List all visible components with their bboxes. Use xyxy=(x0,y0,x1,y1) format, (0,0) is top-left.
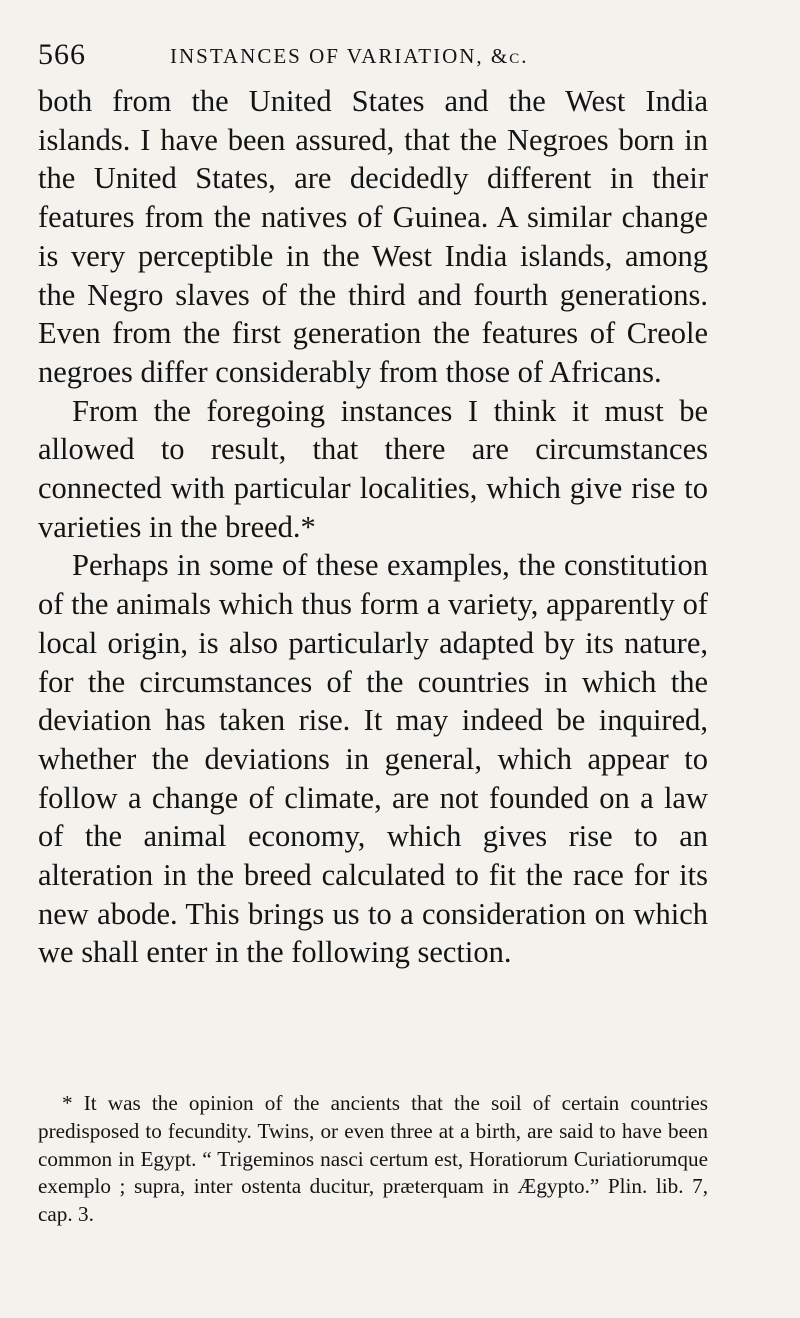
paragraph: both from the United States and the West India islands. I have been assured, that the Negroes born in the United States, are decidedly different in their features from the natives of Guinea. A similar change is very perceptible in the West India islands, among the Negro slaves of the third and fourth generations. Even from the first generation the features of Creole negroes differ considerably from those of Africans. xyxy=(38,84,708,389)
body-text xyxy=(38,82,708,972)
page-header xyxy=(38,30,768,78)
footnote-text: * It was the opinion of the ancients that the soil of certain countries predisposed to fecundity. Twins, or even three at a birth, are said to have been common in Egypt. “ Trigeminos nasci certum est, Horatiorum Curiatiorumque exemplo ; supra, inter ostenta ducitur, præterquam in Ægypto.” Plin. lib. 7, cap. 3. xyxy=(38,1091,708,1227)
running-title: INSTANCES OF VARIATION, &c. xyxy=(170,44,529,68)
paragraph: Perhaps in some of these examples, the constitution of the animals which thus form a variety, apparently of local origin, is also particularly adapted by its nature, for the circumstances of the countries in which the deviation has taken rise. It may indeed be inquired, whether the deviations in general, which appear to follow a change of climate, are not founded on a law of the animal economy, which gives rise to an alteration in the breed calculated to fit the race for its new abode. This brings us to a consideration on which we shall enter in the following section. xyxy=(38,548,708,970)
footnote xyxy=(38,1090,708,1229)
paragraph: From the foregoing instances I think it must be allowed to result, that there are circumstances connected with particular localities, which give rise to varieties in the breed.* xyxy=(38,393,708,544)
page-number: 566 xyxy=(38,38,86,71)
